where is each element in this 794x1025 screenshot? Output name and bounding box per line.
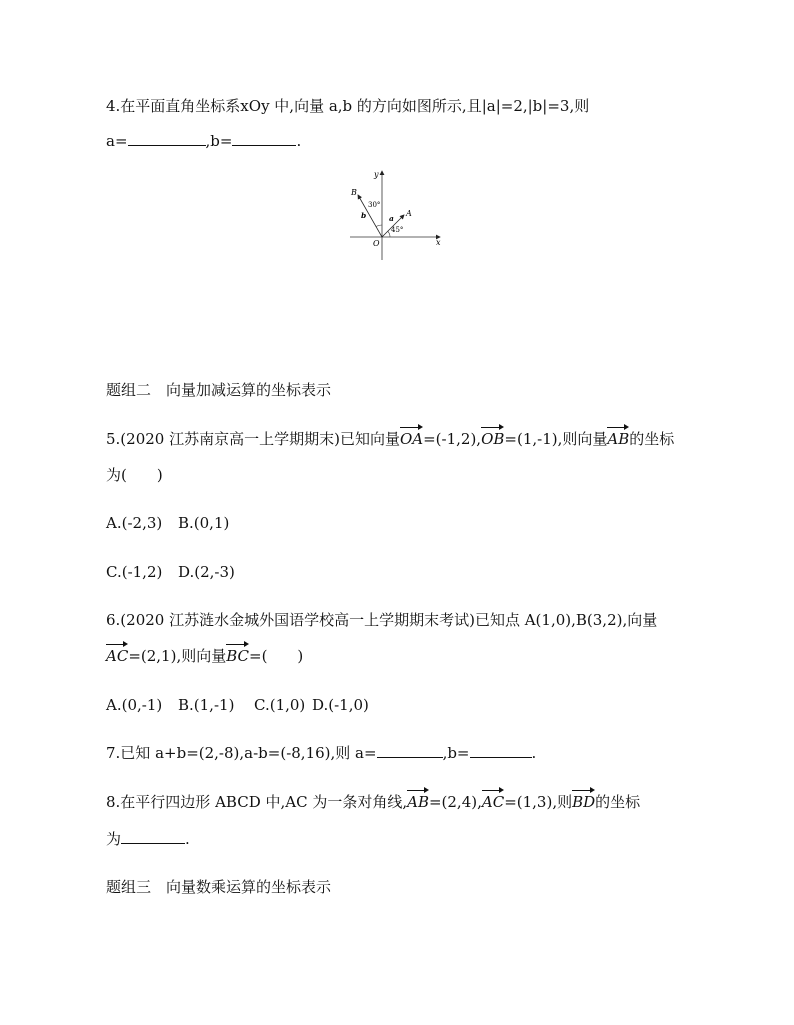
q4-b-blank[interactable] [232, 131, 296, 146]
q5-post: 的坐标 [629, 430, 675, 448]
group2-heading [106, 380, 331, 400]
q5-option-d[interactable]: D.(2,-3) [178, 563, 235, 581]
q6-line2 [106, 646, 303, 666]
q8-line2 [106, 829, 190, 849]
q8-mid1: =(2,4), [428, 793, 482, 811]
q8-post: 的坐标 [595, 793, 641, 811]
q7-a-blank[interactable] [377, 743, 443, 758]
q4-line2 [106, 131, 301, 151]
q6-line1 [106, 610, 657, 630]
label-y: y [374, 170, 379, 179]
q7-b-blank[interactable] [470, 743, 532, 758]
q6-option-a[interactable]: A.(0,-1) [106, 696, 163, 714]
q5-option-a[interactable]: A.(-2,3) [106, 514, 163, 532]
q8-pre: 8.在平行四边形 ABCD 中,AC 为一条对角线, [106, 793, 408, 811]
q4-a-label: a= [106, 132, 128, 150]
q8-line1 [106, 792, 640, 812]
q5-options-row2 [106, 562, 235, 582]
q5-option-b[interactable]: B.(0,1) [178, 514, 230, 532]
q4-a-blank[interactable] [128, 131, 206, 146]
label-x: x [436, 238, 441, 247]
q6-option-b[interactable]: B.(1,-1) [178, 696, 235, 714]
q5-vector-ob: OB [481, 430, 505, 448]
q7-mid: ,b= [442, 744, 470, 762]
q6-option-c[interactable]: C.(1,0) [254, 696, 306, 714]
q5-line1 [106, 429, 674, 449]
q5-answer-paren: 为( ) [106, 466, 163, 484]
q8-answer-blank[interactable] [121, 829, 185, 844]
q5-pre: 5.(2020 江苏南京高一上学期期末)已知向量 [106, 430, 400, 448]
q8-vector-ac: AC [481, 793, 505, 811]
q6-text: 6.(2020 江苏涟水金城外国语学校高一上学期期末考试)已知点 A(1,0),B(3,2),向量 [106, 611, 658, 629]
q6-vector-bc: BC [226, 647, 249, 665]
q4-line1 [106, 96, 589, 116]
q5-vector-ab: AB [607, 430, 630, 448]
q6-vector-ac: AC [106, 647, 129, 665]
q8-mid2: =(1,3),则 [504, 793, 573, 811]
label-A: A [406, 209, 412, 218]
label-B: B [351, 188, 357, 197]
q5-vector-oa: OA [399, 430, 424, 448]
q8-line2-text: 为 [106, 830, 122, 848]
angle-arc-45 [388, 231, 391, 237]
q6-post: =( ) [249, 647, 304, 665]
group3-heading [106, 877, 331, 897]
q5-options-row1 [106, 513, 229, 533]
q4-vector-figure [340, 165, 450, 265]
q6-options [106, 695, 369, 715]
q7-end: . [531, 744, 537, 762]
q7-pre: 7.已知 a+b=(2,-8),a-b=(-8,16),则 a= [106, 744, 377, 762]
label-O: O [373, 239, 380, 248]
label-b: b [361, 211, 367, 220]
q5-mid1: =(-1,2), [423, 430, 482, 448]
group3-title: 题组三 向量数乘运算的坐标表示 [106, 878, 332, 896]
q7-line [106, 743, 536, 763]
q6-mid: =(2,1),则向量 [128, 647, 227, 665]
q5-mid2: =(1,-1),则向量 [504, 430, 608, 448]
q8-vector-ab: AB [407, 793, 429, 811]
q5-option-c[interactable]: C.(-1,2) [106, 563, 163, 581]
label-a: a [389, 214, 394, 223]
q6-option-d[interactable]: D.(-1,0) [312, 696, 369, 714]
q5-line2 [106, 465, 163, 485]
group2-title: 题组二 向量加减运算的坐标表示 [106, 381, 332, 399]
label-30deg: 30° [368, 201, 381, 209]
q8-end: . [185, 830, 190, 848]
q4-text: 4.在平面直角坐标系xOy 中,向量 a,b 的方向如图所示,且|a|=2,|b|=3,则 [106, 97, 590, 115]
angle-arc-30 [376, 225, 382, 227]
q4-end: . [296, 132, 302, 150]
label-45deg: 45° [391, 226, 404, 234]
q4-b-label: ,b= [205, 132, 233, 150]
q8-vector-bd: BD [572, 793, 596, 811]
